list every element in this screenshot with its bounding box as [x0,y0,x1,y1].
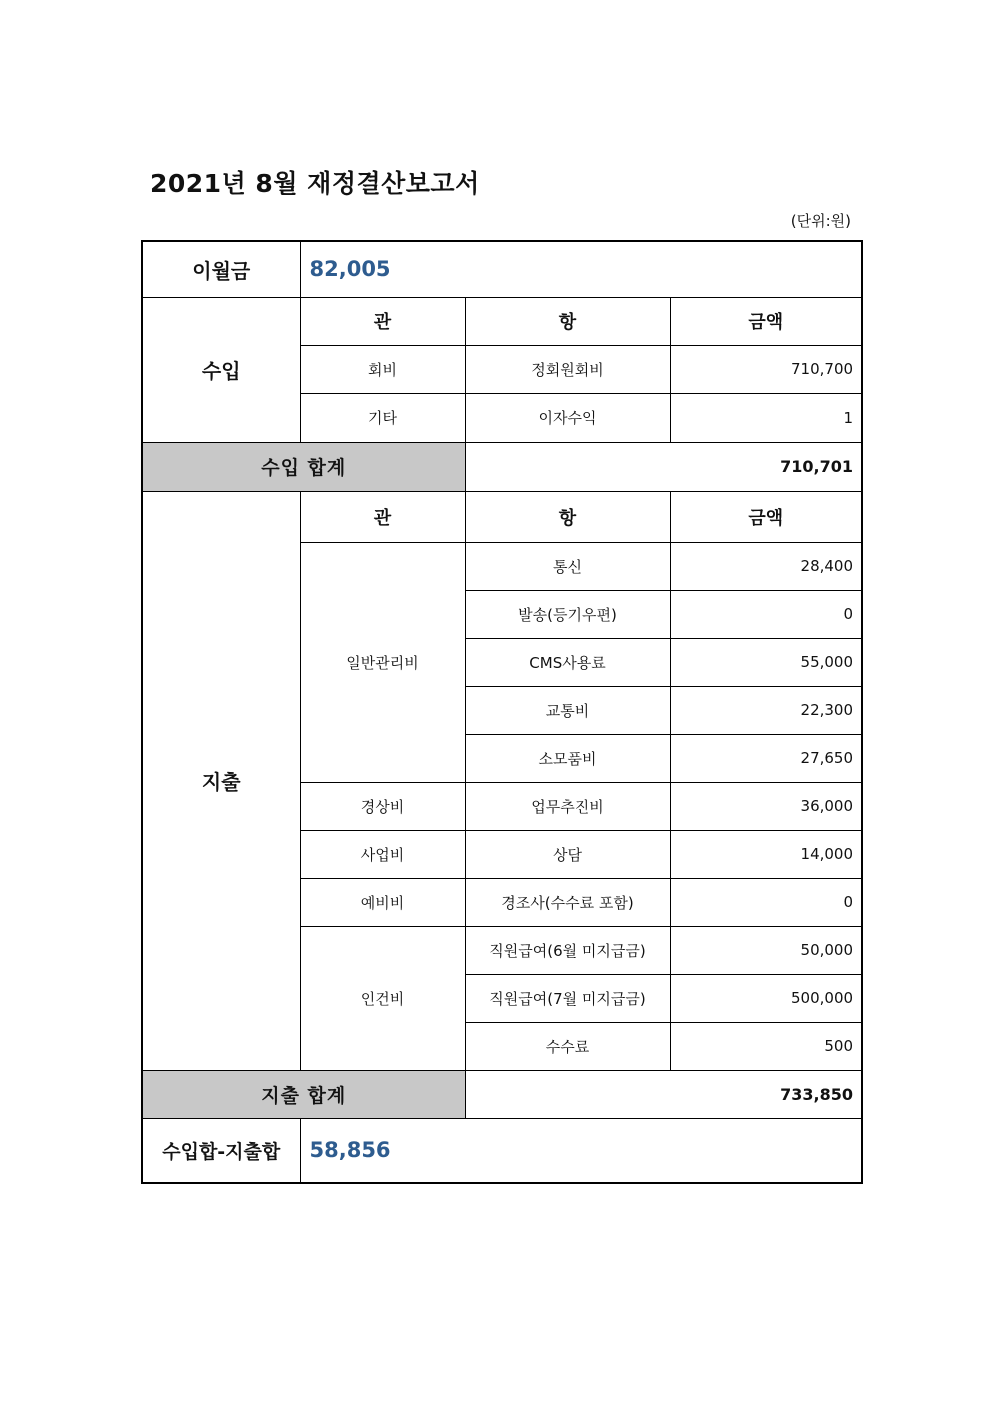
expense-hang: 수수료 [465,1022,670,1070]
expense-gwan: 인건비 [300,926,465,1070]
expense-header-amount: 금액 [670,491,862,542]
unit-note: (단위:원) [790,212,851,230]
expense-amount: 14,000 [670,830,862,878]
income-total-row [142,442,862,491]
expense-hang: 직원급여(7월 미지급금) [465,974,670,1022]
income-amount: 710,700 [670,345,862,393]
finance-report-table [141,240,863,1184]
carryover-value: 82,005 [300,241,862,297]
expense-hang: 상담 [465,830,670,878]
expense-total-value: 733,850 [465,1070,862,1118]
expense-amount: 500,000 [670,974,862,1022]
expense-hang: CMS사용료 [465,638,670,686]
expense-header-row [142,491,862,542]
carryover-label: 이월금 [142,241,300,297]
income-hang: 정회원회비 [465,345,670,393]
expense-hang: 소모품비 [465,734,670,782]
expense-header-gwan: 관 [300,491,465,542]
expense-hang: 교통비 [465,686,670,734]
income-header-gwan: 관 [300,297,465,345]
document-title: 2021년 8월 재정결산보고서 [150,169,480,198]
expense-amount: 22,300 [670,686,862,734]
expense-hang: 통신 [465,542,670,590]
expense-hang: 업무추진비 [465,782,670,830]
expense-gwan: 일반관리비 [300,542,465,782]
income-total-label: 수입 합계 [142,442,465,491]
expense-amount: 0 [670,590,862,638]
expense-amount: 0 [670,878,862,926]
income-section-label: 수입 [142,297,300,442]
income-header-row [142,297,862,345]
balance-value: 58,856 [300,1118,862,1183]
expense-total-row [142,1070,862,1118]
expense-hang: 직원급여(6월 미지급금) [465,926,670,974]
expense-amount: 500 [670,1022,862,1070]
expense-gwan: 사업비 [300,830,465,878]
income-gwan: 회비 [300,345,465,393]
expense-amount: 55,000 [670,638,862,686]
income-amount: 1 [670,393,862,442]
expense-gwan: 경상비 [300,782,465,830]
expense-amount: 36,000 [670,782,862,830]
expense-section-label: 지출 [142,491,300,1070]
balance-row [142,1118,862,1183]
expense-hang: 발송(등기우편) [465,590,670,638]
balance-label: 수입합-지출합 [142,1118,300,1183]
carryover-row [142,241,862,297]
expense-amount: 27,650 [670,734,862,782]
expense-amount: 28,400 [670,542,862,590]
income-hang: 이자수익 [465,393,670,442]
income-header-amount: 금액 [670,297,862,345]
expense-total-label: 지출 합계 [142,1070,465,1118]
income-total-value: 710,701 [465,442,862,491]
income-header-hang: 항 [465,297,670,345]
expense-amount: 50,000 [670,926,862,974]
expense-header-hang: 항 [465,491,670,542]
expense-hang: 경조사(수수료 포함) [465,878,670,926]
income-gwan: 기타 [300,393,465,442]
expense-gwan: 예비비 [300,878,465,926]
